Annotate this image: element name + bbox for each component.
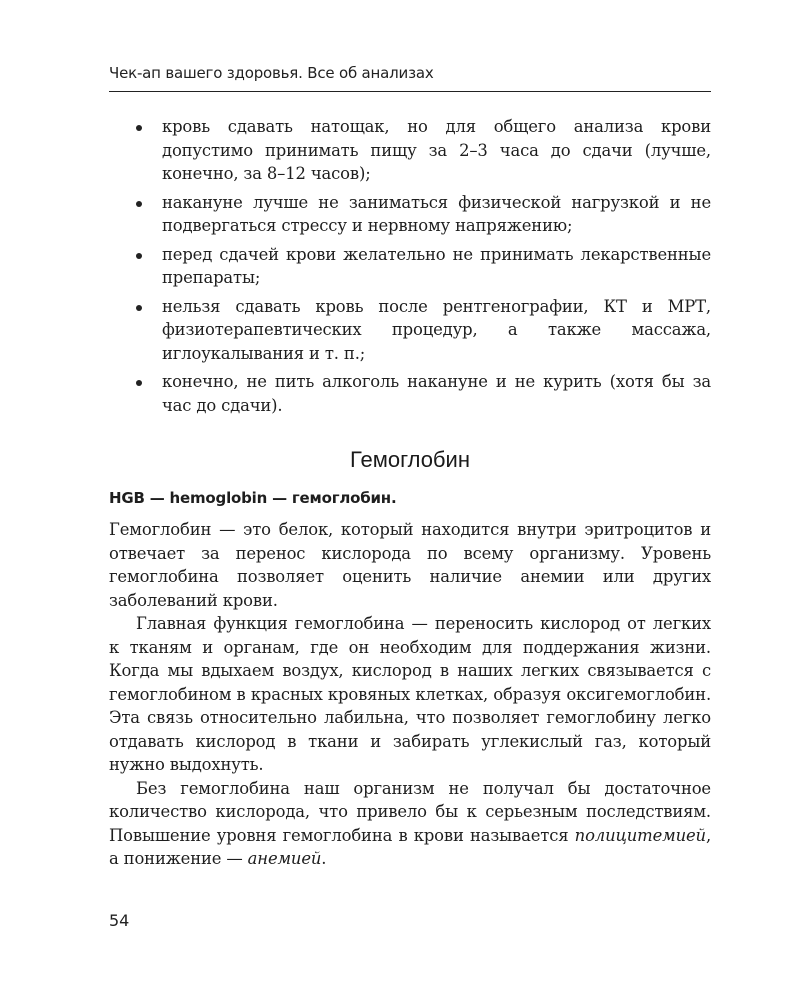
section-body (109, 518, 711, 871)
section-title: Гемоглобин (350, 447, 470, 472)
bullet-icon (136, 125, 142, 131)
header-rule (109, 91, 711, 92)
list-item (109, 295, 711, 366)
list-item-text: кровь сдавать натощак, но для общего анализа крови допустимо принимать пищу за 2–3 часа до сдачи (лучше, конечно, за 8–12 часов); (162, 117, 711, 183)
list-item-text: перед сдачей крови желательно не принимать лекарственные препараты; (162, 244, 711, 287)
term-anemia: анемией (247, 849, 322, 868)
running-header: Чек-ап вашего здоровья. Все об анализах (109, 64, 434, 82)
list-item-text: нельзя сдавать кровь после рентгенографии, КТ и МРТ, физиотерапевтических процедур, а также массажа, иглоукалывания и т. п.; (162, 296, 711, 363)
bullet-icon (136, 201, 142, 207)
paragraph-text: . (321, 849, 327, 868)
paragraph-text: Без гемоглобина наш организм не получал бы достаточное количество кислорода, что привело бы к серьезным последствиям. Повышение уровня гемоглобина в крови называется (109, 778, 711, 845)
bullet-icon (136, 253, 142, 259)
bullet-list (109, 115, 711, 422)
paragraph-conclusion (109, 777, 711, 871)
paragraph-text: , а понижение — (109, 825, 711, 868)
paragraph-function: Главная функция гемоглобина — переносить кислород от легких к тканям и органам, где он необходим для поддержания жизни. Когда мы вдыхаем воздух, кислород в наших легких связывается с гемоглобином в красных кровяных клетках, образуя оксигемоглобин. Эта связь относительно лабильна, что позволяет гемоглобину легко отдавать кислород в ткани и забирать углекислый газ, который нужно выдохнуть. (109, 614, 711, 774)
list-item (109, 243, 711, 290)
list-item (109, 191, 711, 238)
list-item (109, 115, 711, 186)
list-item-text: конечно, не пить алкоголь накануне и не курить (хотя бы за час до сдачи). (162, 372, 711, 415)
section-subheading: HGB — hemoglobin — гемоглобин. (109, 489, 397, 507)
paragraph-intro: Гемоглобин — это белок, который находится внутри эритроцитов и отвечает за перенос кислорода по всему организму. Уровень гемоглобина позволяет оценить наличие анемии или других заболеваний крови. (109, 520, 711, 610)
bullet-icon (136, 380, 142, 386)
term-polycythemia: полицитемией (574, 825, 706, 845)
list-item-text: накануне лучше не заниматься физической нагрузкой и не подвергаться стрессу и нервному напряжению; (162, 192, 711, 235)
list-item (109, 370, 711, 417)
page-number: 54 (109, 911, 130, 930)
bullet-icon (136, 305, 142, 311)
